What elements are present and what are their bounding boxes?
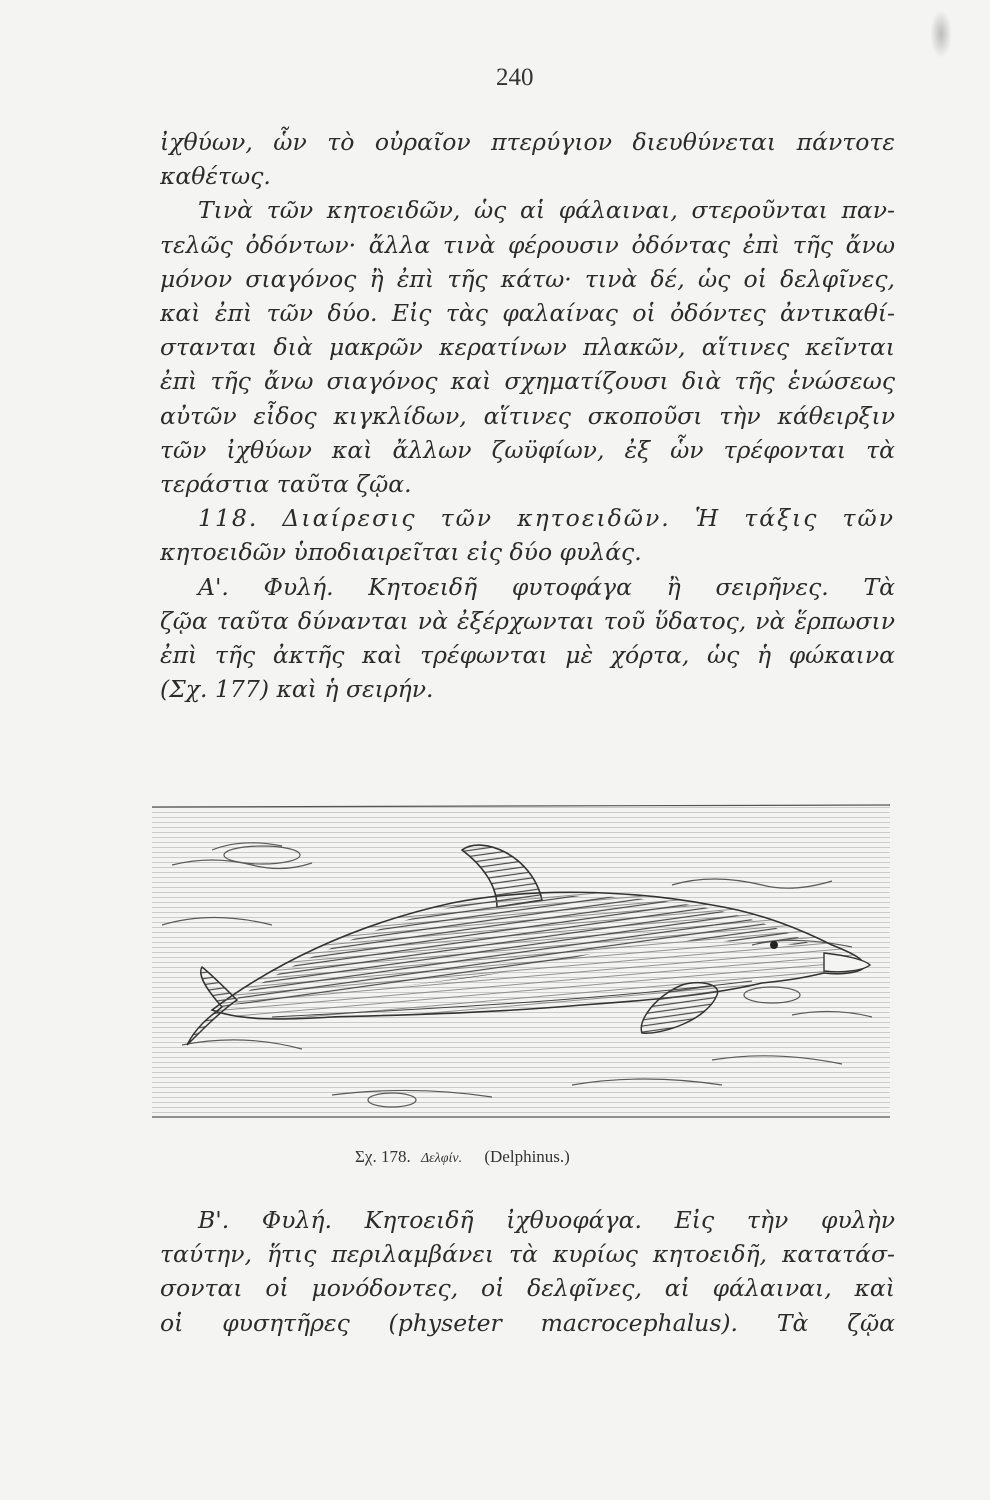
subsection-heading-line: Β'. Φυλή. Κητοειδῆ ἰχθυοφάγα. Εἰς τὴν φυλὴν (198, 1206, 895, 1234)
body-text (160, 125, 895, 706)
text-line: ἐπὶ τῆς ἄνω σιαγόνος καὶ σχηματίζουσι διὰ τῆς ἑνώσεως (160, 367, 895, 396)
text-line: κητοειδῶν ὑποδιαιρεῖται εἰς δύο φυλάς. (160, 538, 642, 567)
continuation-text (160, 1203, 895, 1340)
text-line: στανται διὰ μακρῶν κερατίνων πλακῶν, αἵτινες κεῖνται (160, 333, 895, 362)
text-line: ἐπὶ τῆς ἀκτῆς καὶ τρέφωνται μὲ χόρτα, ὡς ἡ φώκαινα (160, 641, 895, 670)
figure-caption (355, 1147, 570, 1167)
text-line: μόνον σιαγόνος ἢ ἐπὶ τῆς κάτω· τινὰ δέ, ὡς οἱ δελφῖνες, (160, 264, 895, 293)
caption-name: Δελφίν. (420, 1151, 463, 1166)
text-line: ταύτην, ἥτις περιλαμβάνει τὰ κυρίως κητοειδῆ, κατατάσ- (160, 1240, 895, 1269)
text-line: τῶν ἰχθύων καὶ ἄλλων ζωϋφίων, ἐξ ὧν τρέφονται τὰ (160, 435, 895, 464)
text-line: Τινὰ τῶν κητοειδῶν, ὡς αἱ φάλαιναι, στεροῦνται παν- (198, 196, 895, 225)
section-heading-line: 118. Διαίρεσις τῶν κητοειδῶν. Ἡ τάξις τῶν (198, 504, 895, 533)
text-line: (Σχ. 177) καὶ ἡ σειρήν. (160, 675, 434, 704)
ink-smudge (930, 10, 952, 58)
text-line: σονται οἱ μονόδοντες, οἱ δελφῖνες, αἱ φάλαιναι, καὶ (160, 1274, 895, 1303)
text-line: τελῶς ὀδόντων· ἄλλα τινὰ φέρουσιν ὀδόντας ἐπὶ τῆς ἄνω (160, 230, 895, 259)
text-line: καθέτως. (160, 162, 271, 191)
caption-latin: (Delphinus.) (484, 1147, 570, 1166)
text-line: ἰχθύων, ὧν τὸ οὐραῖον πτερύγιον διευθύνεται πάντοτε (160, 128, 895, 156)
caption-number: Σχ. 178. (355, 1147, 411, 1166)
text-line: καὶ ἐπὶ τῶν δύο. Εἰς τὰς φαλαίνας οἱ ὀδόντες ἀντικαθί- (160, 299, 895, 328)
dolphin-eye (770, 941, 778, 949)
subsection-heading-line: Α'. Φυλή. Κητοειδῆ φυτοφάγα ἢ σειρῆνες. Τὰ (198, 572, 895, 601)
page-number: 240 (496, 64, 534, 91)
text-line: ζῷα ταῦτα δύνανται νὰ ἐξέρχωνται τοῦ ὕδατος, νὰ ἕρπωσιν (160, 606, 895, 635)
text-line: οἱ φυσητῆρες (physeter macrocephalus). Τὰ ζῷα (160, 1308, 895, 1337)
text-line: τεράστια ταῦτα ζῷα. (160, 470, 412, 499)
text-line: αὐτῶν εἶδος κιγκλίδων, αἵτινες σκοποῦσι τὴν κάθειρξιν (160, 401, 895, 430)
dolphin-illustration (152, 795, 890, 1135)
